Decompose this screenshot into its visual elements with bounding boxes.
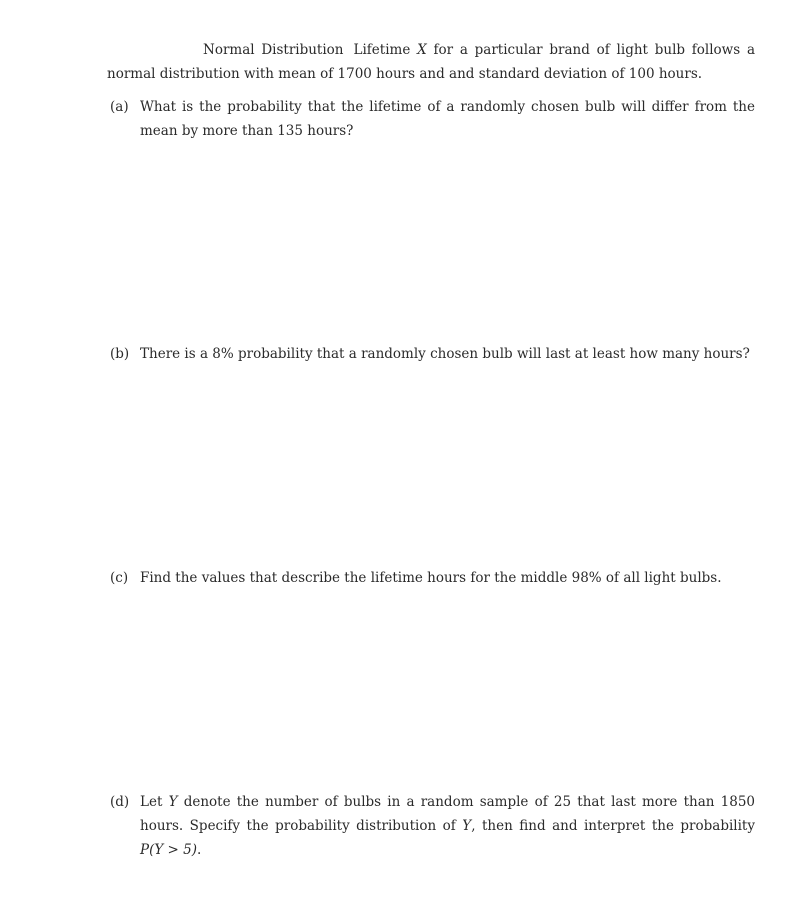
part-c-marker: (c) [110, 570, 129, 586]
part-d-text-3: , then find and interpret the probability [471, 818, 755, 834]
probability-expression: P(Y > 5) [140, 842, 198, 858]
variable-y: Y [168, 794, 178, 810]
part-a-marker: (a) [110, 99, 129, 115]
question-part-c [110, 566, 755, 590]
question-part-d [110, 790, 755, 862]
part-a-text: What is the probability that the lifetime of a randomly chosen bulb will differ from the mean by more than 135 hours? [140, 99, 755, 139]
part-b-marker: (b) [110, 346, 130, 362]
problem-intro [107, 38, 755, 86]
part-d-body [140, 790, 755, 862]
part-d-text-4: . [197, 842, 202, 858]
problem-heading: Normal Distribution [203, 42, 344, 58]
intro-text-1: Lifetime [353, 42, 418, 58]
part-b-text: There is a 8% probability that a randomly chosen bulb will last at least how many hours? [140, 346, 750, 362]
part-d-text-2: denote the number of bulbs in a random sample of 25 that last more than 1850 hours. Specify the probability distribution of [140, 794, 755, 834]
intro-text-2: for a particular brand of light bulb follows a normal distribution with mean of 1700 hours and and standard deviation of 100 hours. [107, 42, 755, 82]
question-part-b [110, 342, 755, 366]
variable-x: X [417, 42, 427, 58]
part-c-text: Find the values that describe the lifetime hours for the middle 98% of all light bulbs. [140, 570, 722, 586]
part-d-text-1: Let [140, 794, 169, 810]
variable-y-second: Y [462, 818, 472, 834]
question-part-a [110, 95, 755, 143]
part-d-marker: (d) [110, 794, 130, 810]
